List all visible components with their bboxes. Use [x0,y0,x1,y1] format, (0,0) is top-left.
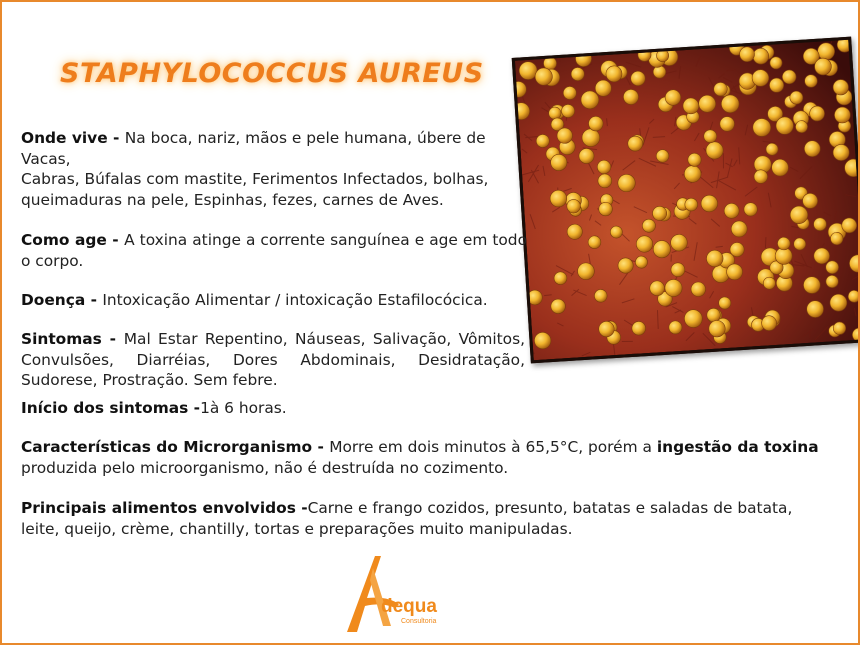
adequa-logo-mark [337,550,477,640]
section-alimentos [21,498,821,539]
caracteristicas-text-after: produzida pelo microorganismo, não é destruída no cozimento. [21,458,509,477]
section-caracteristicas [21,437,821,478]
bacteria-photo [512,37,860,364]
como-age-label: Como age - [21,231,125,249]
section-inicio-sintomas [21,398,525,419]
section-como-age [21,230,527,271]
logo-name: dequa [381,596,437,617]
sintomas-text: Mal Estar Repentino, Náuseas, Salivação, Vômitos, Convulsões, Diarréias, Dores Abdominais, Desidratação, Sudorese, Prostração. Sem febre. [21,330,525,389]
doenca-label: Doença - [21,291,103,309]
alimentos-text: Carne e frango cozidos, presunto, batatas e saladas de batata, leite, queijo, crème, chantilly, tortas e preparações muito manipuladas. [21,499,793,538]
caracteristicas-text-before: Morre em dois minutos à 65,5°C, porém a [329,438,657,456]
onde-vive-text-2: Cabras, Búfalas com mastite, Ferimentos Infectados, bolhas, queimaduras na pele, Espinhas, fezes, carnes de Aves. [21,170,489,209]
onde-vive-text-1: Na boca, nariz, mãos e pele humana, úbere de Vacas, [21,129,486,168]
alimentos-label: Principais alimentos envolvidos - [21,499,308,517]
page-title: STAPHYLOCOCCUS AUREUS [60,58,484,89]
section-sintomas [21,329,525,391]
inicio-label: Início dos sintomas - [21,399,201,417]
onde-vive-label: Onde vive - [21,129,125,147]
logo-tagline: Consultoria [401,618,437,625]
sintomas-label: Sintomas - [21,330,124,348]
como-age-text: A toxina atinge a corrente sanguínea e age em todo o corpo. [21,231,527,270]
caracteristicas-label: Características do Microrganismo - [21,438,330,456]
section-onde-vive [21,128,531,210]
caracteristicas-emphasis: ingestão da toxina [656,438,819,456]
bacteria-micrograph-image [515,40,860,360]
doenca-text: Intoxicação Alimentar / intoxicação Estafilocócica. [102,291,488,309]
inicio-text: 1à 6 horas. [200,399,287,417]
adequa-logo [337,550,477,640]
section-doenca [21,290,527,311]
